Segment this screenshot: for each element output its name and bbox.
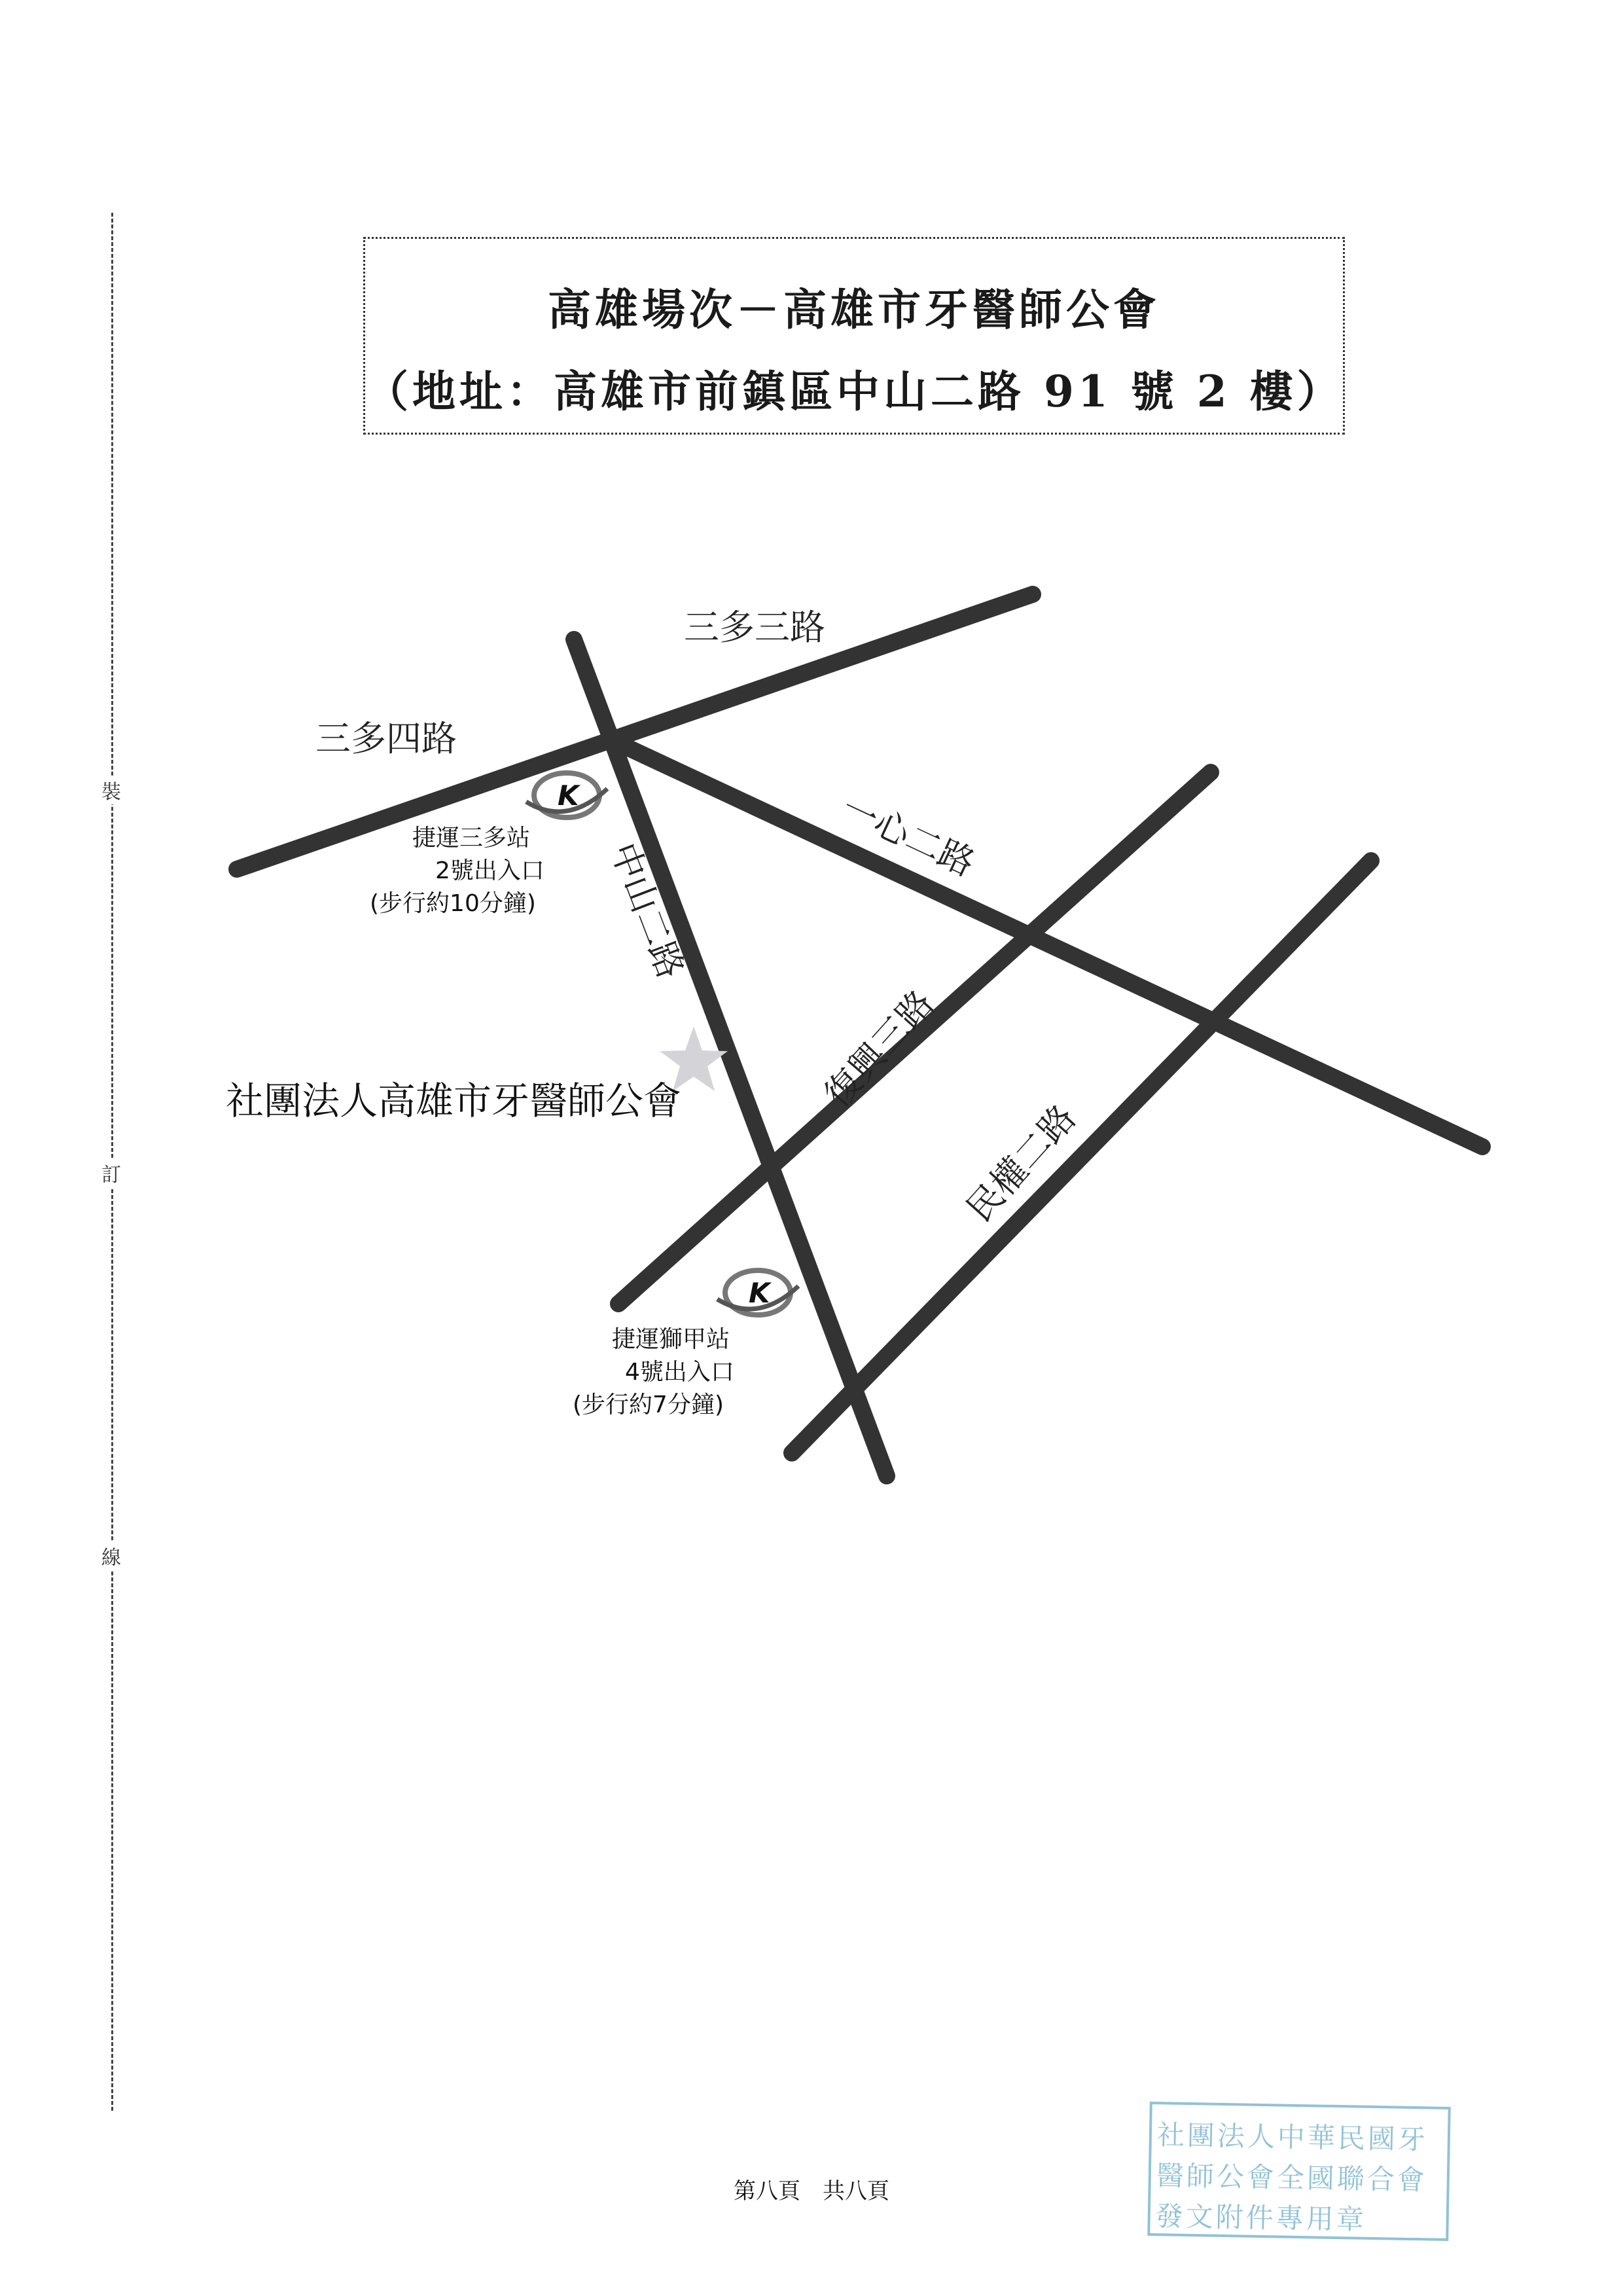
road-label-zhongshan-2: 中山二路 xyxy=(602,837,692,984)
official-seal xyxy=(1147,2102,1451,2241)
binding-char-xian: 線 xyxy=(97,1541,126,1570)
road-label-minquan-2: 民權二路 xyxy=(958,1097,1084,1230)
road-minquan xyxy=(792,861,1371,1453)
mrt-logo-icon xyxy=(526,773,607,817)
seal-line-3: 發文附件專用章 xyxy=(1155,2200,1367,2236)
road-label-sanduo-3: 三多三路 xyxy=(684,607,825,648)
road-label-sanduo-4: 三多四路 xyxy=(315,718,457,759)
station-name-shijia: 捷運獅甲站 xyxy=(612,1326,730,1353)
mrt-logo-icon xyxy=(717,1270,798,1315)
road-label-fuxing-3: 復興三路 xyxy=(816,982,942,1115)
station-exit-sanduo: 2號出入口 xyxy=(435,857,544,884)
binding-char-ding: 訂 xyxy=(97,1158,126,1187)
station-name-sanduo: 捷運三多站 xyxy=(412,825,531,852)
seal-line-1: 社團法人中華民國牙 xyxy=(1156,2119,1429,2156)
road-label-yixin-2: 一心二路 xyxy=(835,787,981,885)
station-walk-shijia: (步行約7分鐘) xyxy=(573,1391,724,1418)
road-yixin xyxy=(622,745,1482,1147)
station-walk-sanduo: (步行約10分鐘) xyxy=(370,890,536,917)
address-line: （地址：高雄市前鎮區中山二路 91 號 2 樓） xyxy=(365,366,1344,417)
page-number: 第八頁 共八頁 xyxy=(734,2178,889,2204)
seal-line-2: 醫師公會全國聯合會 xyxy=(1156,2159,1428,2197)
binding-char-zhuang: 裝 xyxy=(97,776,126,804)
mrt-logo-letter: K xyxy=(749,1277,770,1309)
station-exit-shijia: 4號出入口 xyxy=(625,1359,734,1386)
page-title: 高雄場次－高雄市牙醫師公會 xyxy=(548,284,1160,335)
venue-label: 社團法人高雄市牙醫師公會 xyxy=(226,1079,682,1123)
mrt-logo-letter: K xyxy=(558,780,579,812)
